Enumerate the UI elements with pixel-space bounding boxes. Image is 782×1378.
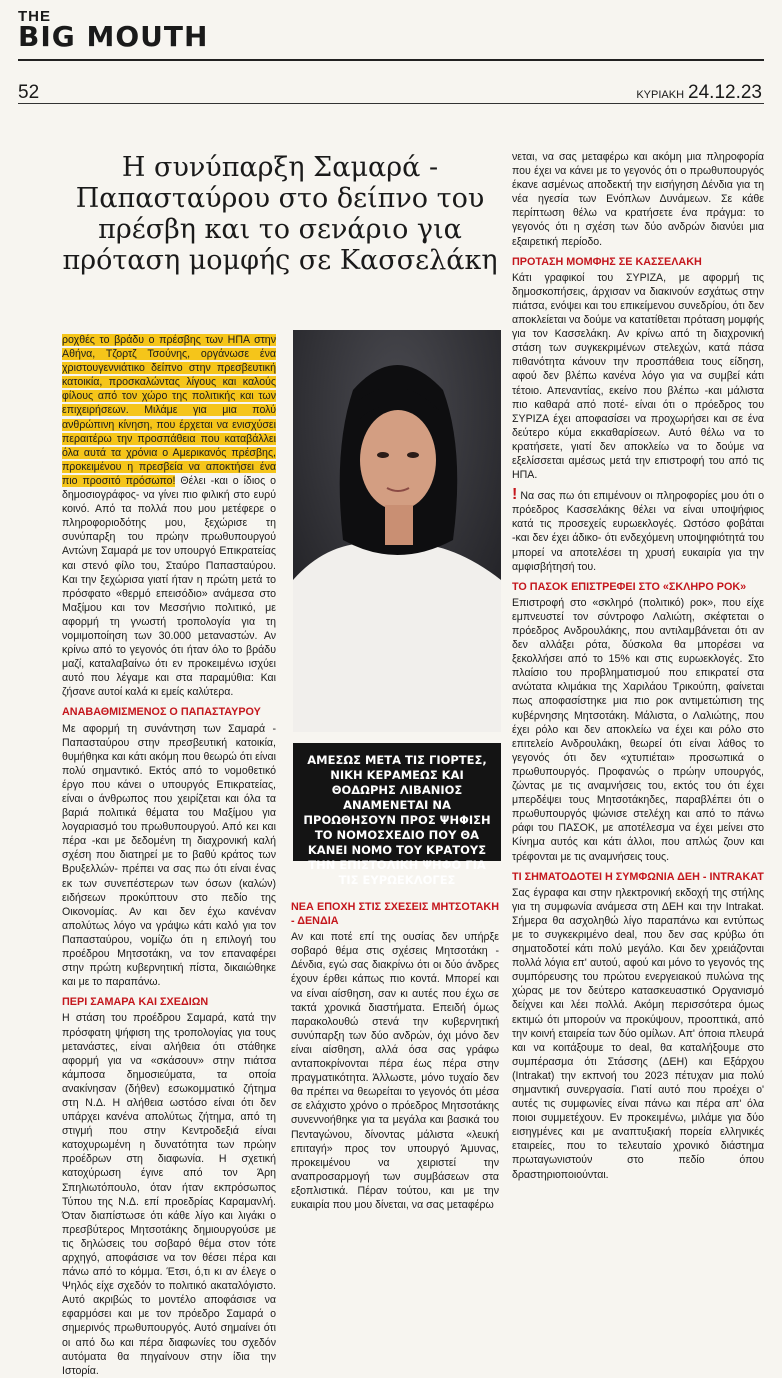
portrait-image [293, 330, 501, 732]
issue-day: ΚΥΡΙΑΚΗ [636, 89, 685, 101]
subhead-pasok: ΤΟ ΠΑΣΟΚ ΕΠΙΣΤΡΕΦΕΙ ΣΤΟ «ΣΚΛΗΡΟ ΡΟΚ» [512, 580, 747, 593]
exclamation-mark: ! [512, 486, 518, 504]
page-number: 52 [18, 82, 40, 103]
intro-highlight: ροχθές το βράδυ ο πρέσβης των ΗΠΑ στην Αθήνα, Τζορτζ Τσούνης, οργάνωσε ένα χριστουγεννιάτικο δείπνο στην πρεσβευτική κατοικία, προσκαλώντας λίγους και καλούς φίλους από τον χώρο της πολιτικής και των επιχειρήσεων. Μιλάμε για μια πολύ ανθρώπινη κίνηση, που έρχεται να ενισχύσει περαιτέρω την προσπάθεια που καταβάλλει όλα αυτά τα χρόνια ο Αμερικανός πρέσβης, προκειμένου η πρεσβεία να αποκτήσει ένα πιο προσιτό πρόσωπο! [62, 334, 276, 487]
exclamation-paragraph [512, 488, 764, 574]
subhead-dei-intrakat: ΤΙ ΣΗΜΑΤΟΔΟΤΕΙ Η ΣΥΜΦΩΝΙΑ ΔΕΗ - INTRAKAT [512, 870, 764, 883]
exclamation-text: Να σας πω ότι επιμένουν οι πληροφορίες μου ότι ο πρόεδρος Κασσελάκης θέλει να είναι υποψήφιος κατά τις προσεχείς ευρωεκλογές. Ωστόσο φοβάται -και δεν έχει άδικο- ότι ενδεχόμενη υποψηφιότητά του μπορεί να αποτελέσει τη χρυσή ευκαιρία για την αμφισβήτησή του. [512, 490, 764, 573]
paragraph: Επιστροφή στο «σκληρό (πολιτικό) ροκ», που είχε εμπνευστεί τον σύντροφο Λαλιώτη, σκέφτεται ο πρόεδρος Ανδρουλάκης, που αντιλαμβάνεται ότι αν δεν αλλάξει ρότα, δύσκολα θα μπορέσει να ξεκολλήσει από το 15% και στις ευρωεκλογές. Στο πλαίσιο του προβληματισμού που επικρατεί στα ανώτατα κλιμάκια της Χαριλάου Τρικούπη, φαίνεται πως αποφασίστηκε μια πιο ροκ αντιμετώπιση της κυβέρνησης Μητσοτάκη. Μάλιστα, ο Λαλιώτης, που έχει ρόλο και δεν αποκλείω να έχει και ρόλο στο επιτελείο Ανδρουλάκη, θεωρεί ότι είναι λάθος το γεγονός ότι δεν «χτυπιέται» προσωπικά ο πρωθυπουργός. Προφανώς ο πρώην υπουργός, ζώντας με τις αναμνήσεις του, εκτός του ότι έχει μπερδέψει τους Μητσοτάκηδες, παραβλέπει ότι ο πρωθυπουργός ψώνισε στελέχη και από το πάνω ράφι του ΠΑΣΟΚ, με αποτέλεσμα να έχει μείνει στο Κίνημα αυτός και κάτι άλλοι, που απλώς ζουν και τρέφονται με τις αναμνήσεις τους. [512, 596, 764, 863]
column-3 [512, 150, 764, 1182]
masthead-title: BIG MOUTH [18, 20, 209, 53]
article-headline: Η συνύπαρξη Σαμαρά - Παπασταύρου στο δείπνο του πρέσβη και το σενάριο για πρόταση μομφής σε Κασσελάκη [62, 152, 498, 276]
photo-caption: ΑΜΕΣΩΣ ΜΕΤΑ ΤΙΣ ΓΙΟΡΤΕΣ, ΝΙΚΗ ΚΕΡΑΜΕΩΣ ΚΑΙ ΘΟΔΩΡΗΣ ΛΙΒΑΝΙΟΣ ΑΝΑΜΕΝΕΤΑΙ ΝΑ ΠΡΟΩΘΗΣΟΥΝ ΠΡΟΣ ΨΗΦΙΣΗ ΤΟ ΝΟΜΟΣΧΕΔΙΟ ΠΟΥ ΘΑ ΚΑΝΕΙ ΝΟΜΟ ΤΟΥ ΚΡΑΤΟΥΣ ΤΗΝ ΕΠΙΣΤΟΛΙΚΗ ΨΗΦΟ ΓΙΑ ΤΙΣ ΕΥΡΩΕΚΛΟΓΕΣ [293, 743, 501, 861]
paragraph: νεται, να σας μεταφέρω και ακόμη μια πληροφορία που έχει να κάνει με το γεγονός ότι ο πρωθυπουργός έκανε ασμένως αποδεκτή την εισήγηση Δένδια για τη νέα ηγεσία των Ενόπλων Δυνάμεων. Σε κάθε περίπτωση θέλω να κρατήσετε ένα πράγμα: το γεγονός ότι η σχέση των δύο ανδρών διανύει μια εξαιρετική περίοδο. [512, 151, 764, 248]
subhead-motion-of-censure: ΠΡΟΤΑΣΗ ΜΟΜΦΗΣ ΣΕ ΚΑΣΣΕΛΑΚΗ [512, 255, 702, 268]
issue-date [636, 82, 762, 104]
paragraph: Η στάση του προέδρου Σαμαρά, κατά την πρόσφατη ψήφιση της τροπολογίας για τους μετανάστες, είναι αλήθεια ότι στάθηκε αφορμή για να «σκάσουν» στην πιάτσα κάμποσα δημοσιεύματα, τα οποία ανακίνησαν (δήθεν) εσωκομματικό ζήτημα στη Ν.Δ. Η αλήθεια ωστόσο είναι ότι δεν υπάρχει κανένα απολύτως ζήτημα, από τη στιγμή που στην Κεντροδεξιά είναι κατοχυρωμένη η δυνατότητα των πρώην προέδρων στη διαφωνία. Η σχετική κατοχύρωση έγινε από τον Άρη Σπηλιωτόπουλο, όταν ήταν εκπρόσωπος Τύπου της Ν.Δ. επί προεδρίας Καραμανλή. Όταν διαπίστωσε ότι κάθε λίγο και λιγάκι ο πρεσβύτερος Μητσοτάκης δημιουργούσε με τις δηλώσεις του σοβαρό θέμα στον τότε αρχηγό, αποφάσισε να τον θέσει πέρα και πάνω από το κόμμα. Έτσι, ό,τι κι αν έλεγε ο Ψηλός είχε σχεδόν το πολιτικό ακαταλόγιστο. Αυτό ακριβώς το μοντέλο αποφάσισε να εφαρμόσει και με τον πρόεδρο Σαμαρά ο σημερινός πρωθυπουργός. Αυτό σημαίνει ότι οι από δω και πέρα διαφωνίες του σχεδόν αυτόματα θα πηγαίνουν στην ίδια την Ιστορία. [62, 1012, 276, 1377]
issue-date-value: 24.12.23 [688, 82, 762, 103]
intro-rest: Θέλει -και ο ίδιος ο δημοσιογράφος- να γίνει πιο φιλική στο ευρύ κοινό. Από τα πολλά που μου μετέφερε ο πληροφοριοδότης μου, ξεχώρισε τη συνύπαρξη του πρώην πρωθυπουργού Αντώνη Σαμαρά με τον υπουργό Επικρατείας και στενό φίλο του, Σταύρο Παπασταύρου. Και την ξεχώρισα γιατί ήταν η πρώτη μετά το πρόσφατο «θερμό επεισόδιο» ανάμεσα στο Μαξίμου και τον Μεσσήνιο πολιτικό, με αφορμή τη γνωστή τροπολογία για τη νομιμοποίηση των 30.000 μεταναστών. Αν κρίνω από το γεγονός ότι ήταν όλο το βράδυ μαζί, καταλαβαίνω ότι εν προκειμένω ισχύει αυτό που λέγαμε και στα παραμύθια: Και ζήσανε αυτοί καλά κι εμείς καλύτερα. [62, 474, 276, 699]
column-2 [291, 894, 499, 1212]
column-1 [62, 333, 276, 1378]
subhead-samaras: ΠΕΡΙ ΣΑΜΑΡΑ ΚΑΙ ΣΧΕΔΙΩΝ [62, 996, 209, 1009]
top-rule [18, 59, 764, 61]
paragraph: Σας έγραφα και στην ηλεκτρονική εκδοχή της στήλης για τη συμφωνία ανάμεσα στη ΔΕΗ και την Intrakat. Σήμερα θα ασχοληθώ λίγο παραπάνω και εντύπως με το συγκεκριμένο deal, που δεν σας κρύβω ότι σηματοδοτεί κάτι πολύ μεγάλο. Και δεν χρειάζονται πολλά λόγια επ' αυτού, αφού και μόνο το γεγονός της συμπόρευσης του πρώτου ενεργειακού πυλώνα της χώρας με τον δεύτερο κατασκευαστικό Οργανισμό δείχνει και λέει πολλά. Ακόμη περισσότερα όμως εκτιμώ ότι μπορούν να προκύψουν, προοπτικά, από την κοινή εταιρεία των δύο ομίλων. Απ' όποια πλευρά και να κοιτάξουμε το deal, θα καταλήξουμε στο συμπέρασμα ότι Στάσσης (ΔΕΗ) και Εξάρχου (Intrakat) την εκπνοή του 2023 πέτυχαν μια πολύ σημαντική συνεργασία. Γιατί αυτό που προέχει ο' αυτές τις συμφωνίες είναι πάνω και πέρα απ' όλα ποιοι συμμετέχουν. Εν προκειμένω, μιλάμε για δύο εισηγμένες και με αναπτυξιακή πορεία ελληνικές εταιρείες, που το τελευταίο χρονικό διάστημα πρωταγωνιστούν στο πεδίο όπου δραστηριοποιούνται. [512, 886, 764, 1181]
masthead-the: THE [18, 8, 51, 25]
subhead-papastavrou: ΑΝΑΒΑΘΜΙΣΜΕΝΟΣ Ο ΠΑΠΑΣΤΑΥΡΟΥ [62, 706, 261, 719]
paragraph: Αν και ποτέ επί της ουσίας δεν υπήρξε σοβαρό θέμα στις σχέσεις Μητσοτάκη - Δένδια, εγώ σας διακρίνω ότι οι δύο άνδρες έχουν έρθει κάπως πιο κοντά. Μπορεί και να είναι αίσθηση, σαν κι αυτές που έχω σε τακτά χρονικά διαστήματα. Επειδή όμως παρακολουθώ στενά την κυβερνητική συνύπαρξη των δύο ανδρών, όχι μόνο δεν είναι αίσθηση, αλλά όσα σας γράφω ανταποκρίνονται πέρα έως πέρα στην πραγματικότητα. Άλλωστε, μόνο τυχαίο δεν θα πρέπει να θεωρείται το γεγονός ότι μέσα σε ελάχιστο χρόνο ο πρόεδρος Μητσοτάκης συνεννοήθηκε για τα μεγάλα και βασικά του Πενταγώνου, δίνοντας μάλιστα «λευκή επιταγή» προς τον υπουργό Άμυνας, προκειμένου να χειριστεί την αναπροσαρμογή των συμβάσεων στα εξοπλιστικά. Πέραν τούτου, και με την ευκαιρία που μου δίνεται, να σας μεταφέρω [291, 931, 499, 1211]
subhead-mitsotakis-dendias: ΝΕΑ ΕΠΟΧΗ ΣΤΙΣ ΣΧΕΣΕΙΣ ΜΗΤΣΟΤΑΚΗ - ΔΕΝΔΙΑ [291, 901, 499, 928]
paragraph: Κάτι γραφικοί του ΣΥΡΙΖΑ, με αφορμή τις δημοσκοπήσεις, άρχισαν να διακινούν εσχάτως στην πιάτσα, ενόψει και του επικείμενου συνεδρίου, ότι δεν αποκλείεται να δούμε να κατατίθεται πρόταση μομφής για τον Κασσελάκη. Αν κρίνω από τη διαχρονική στάση των συγκεκριμένων στελεχών, κατά πάσα πιθανότητα κάνουν την προσπάθεια τους είδηση, αφού δεν βλέπω κανένα λόγο για να συμβεί κάτι τέτοιο. Απεναντίας, εκείνο που βλέπω -και μάλιστα πιο καθαρά από ποτέ- είναι ότι ο πρόεδρος του ΣΥΡΙΖΑ έχει αποφασίσει να προχωρήσει και σε ένα δεύτερο κύμα εκκαθαρίσεων. Αυτό θέλω να το κρατήσετε, γιατί δεν αποκλείω να το δούμε να εξελίσσεται αμέσως μετά την επιστροφή του από τις ΗΠΑ. [512, 271, 764, 482]
sub-rule [18, 103, 764, 104]
article-photo [293, 330, 501, 732]
paragraph: Με αφορμή τη συνάντηση των Σαμαρά - Παπασταύρου στην πρεσβευτική κατοικία, θυμήθηκα και κάτι ακόμη που θεωρώ ότι είναι πολύ σημαντικό. Εκτός από το νομοθετικό έργο που κάνει ο υπουργός Επικρατείας, είναι ο άνθρωπος που χειρίζεται και όλα τα βαριά πολιτικά θέματα του Μαξίμου για λογαριασμό του πρωθυπουργού. Από κει και πέρα -και με δεδομένη τη διαχρονική καλή σχέση που διατηρεί με το βαθύ κράτος των Βρυξελλών- πρέπει να σας πω ότι είναι ένας εκ των συνεπέστερων των όσων (καλών) ειδήσεων προκύπτουν στο πεδίο της Οικονομίας. Αν και δεν έχω κανέναν απολύτως λόγο να γράψω κάτι καλό για τον Παπασταύρου, νομίζω ότι η επιλογή του προέδρου Μητσοτάκη, να τον επαναφέρει στην πρώτη κυβερνητική πίστα, δικαιώθηκε και με το παραπάνω. [62, 722, 276, 989]
intro-paragraph [62, 333, 276, 699]
